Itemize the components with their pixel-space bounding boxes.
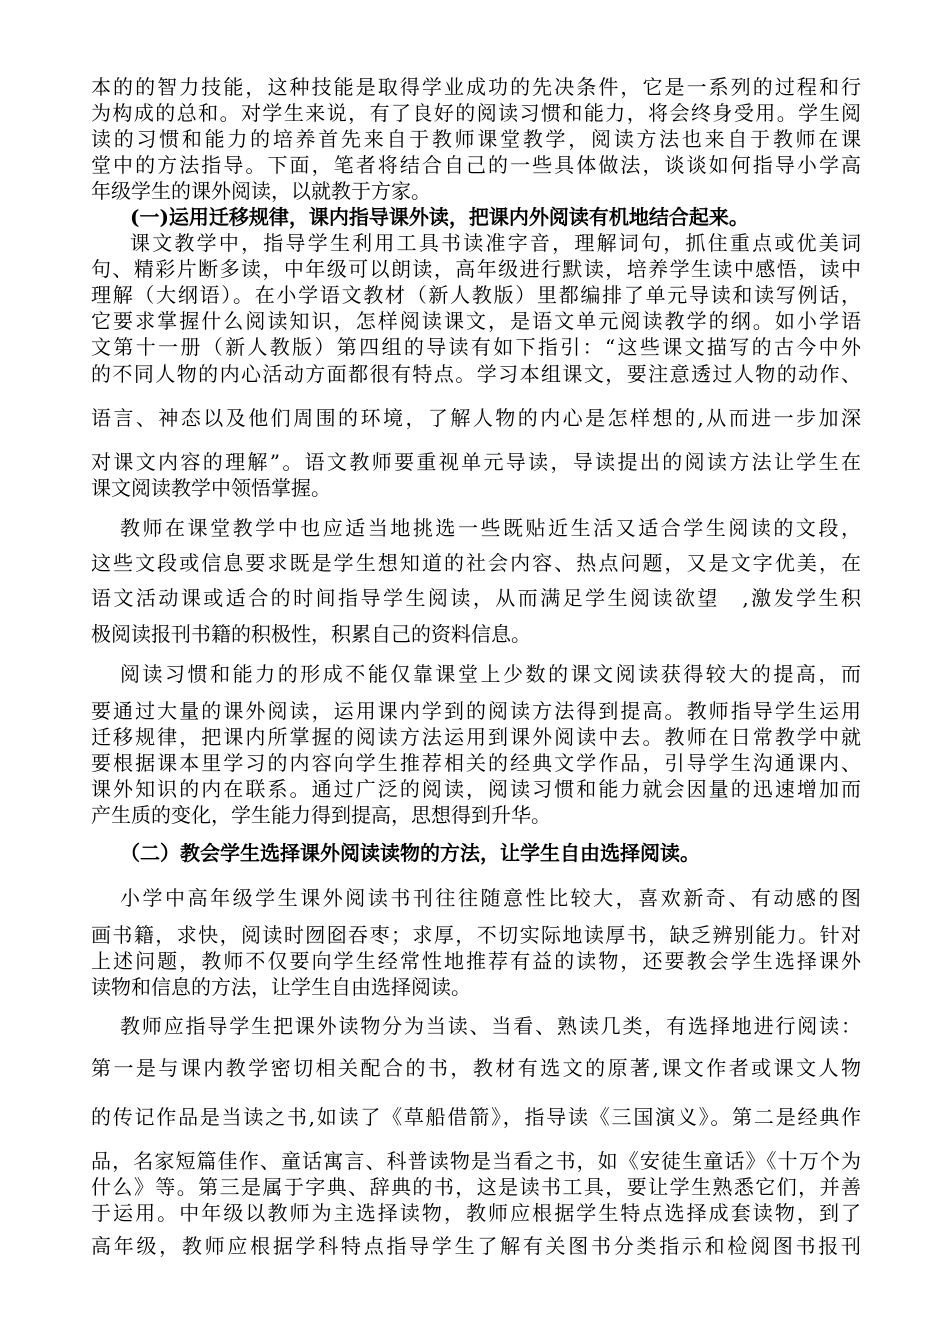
section-heading-2: （二）教会学生选择课外阅读读物的方法，让学生自由选择阅读。 [120,841,700,865]
text-line: 极阅读报刊书籍的积极性，积累自己的资料信息。 [91,622,531,646]
text-line: 第一是与课内教学密切相关配合的书，教材有选文的原著,课文作者或课文人物 [91,1056,861,1080]
text-line: 课文阅读教学中领悟掌握。 [91,476,331,500]
text-line: 什么》等。第三是属于字典、辞典的书，这是读书工具，要让学生熟悉它们，并善 [91,1175,861,1199]
text-line: 画书籍，求快，阅读时囫囵吞枣；求厚，不切实际地读厚书，缺乏辨别能力。针对 [91,923,861,947]
text-line: 的不同人物的内心活动方面都很有特点。学习本组课文，要注意透过人物的动作、 [91,362,861,386]
text-line: 对课文内容的理解”。语文教师要重视单元导读，导读提出的阅读方法让学生在 [91,450,861,474]
text-line: 语文活动课或适合的时间指导学生阅读，从而满足学生阅读欲望 ,激发学生积 [91,586,861,610]
text-line: 高年级，教师应根据学科特点指导学生了解有关图书分类指示和检阅图书报刊 [91,1234,861,1258]
text-line: 本的的智力技能，这种技能是取得学业成功的先决条件，它是一系列的过程和行 [91,75,861,99]
section-heading-1: (一)运用迁移规律，课内指导课外读，把课内外阅读有机地结合起来。 [130,205,749,229]
text-line: 产生质的变化，学生能力得到提高，思想得到升华。 [91,803,551,827]
text-line: 迁移规律，把课内所掌握的阅读方法运用到课外阅读中去。教师在日常教学中就 [91,725,861,749]
text-line: 它要求掌握什么阅读知识，怎样阅读课文，是语文单元阅读教学的纲。如小学语 [91,309,861,333]
text-line: 年级学生的课外阅读，以就教于方家。 [91,179,431,203]
text-line: 小学中高年级学生课外阅读书刊往往随意性比较大，喜欢新奇、有动感的图 [120,886,861,910]
text-line: 堂中的方法指导。下面，笔者将结合自己的一些具体做法，谈谈如何指导小学高 [91,153,861,177]
text-line: 句、精彩片断多读，中年级可以朗读，高年级进行默读，培养学生读中感悟，读中 [91,257,861,281]
text-line: 为构成的总和。对学生来说，有了良好的阅读习惯和能力，将会终身受用。学生阅 [91,101,861,125]
text-line: 上述问题，教师不仅要向学生经常性地推荐有益的读物，还要教会学生选择课外 [91,949,861,973]
text-line: 品，名家短篇佳作、童话寓言、科普读物是当看之书，如《安徒生童话》《十万个为 [91,1149,861,1173]
text-line: 的传记作品是当读之书,如读了《草船借箭》，指导读《三国演义》。第二是经典作 [91,1105,861,1129]
text-line: 语言、神态以及他们周围的环境，了解人物的内心是怎样想的,从而进一步加深 [91,406,861,430]
text-line: 于运用。中年级以教师为主选择读物，教师应根据学生特点选择成套读物，到了 [91,1201,861,1225]
text-line: 读物和信息的方法，让学生自由选择阅读。 [91,975,471,999]
text-line: 教师应指导学生把课外读物分为当读、当看、熟读几类，有选择地进行阅读： [120,1014,861,1038]
text-line: 读的习惯和能力的培养首先来自于教师课堂教学，阅读方法也来自于教师在课 [91,127,861,151]
text-line: 理解（大纲语）。在小学语文教材（新人教版）里都编排了单元导读和读写例话， [91,283,861,307]
text-line: 要通过大量的课外阅读，运用课内学到的阅读方法得到提高。教师指导学生运用 [91,699,861,723]
text-line: 要根据课本里学习的内容向学生推荐相关的经典文学作品，引导学生沟通课内、 [91,751,861,775]
text-line: 这些文段或信息要求既是学生想知道的社会内容、热点问题，又是文字优美，在 [91,551,861,575]
text-line: 课文教学中，指导学生利用工具书读准字音，理解词句，抓住重点或优美词 [130,231,861,255]
text-line: 文第十一册（新人教版）第四组的导读有如下指引：“这些课文描写的古今中外 [91,335,861,359]
text-line: 教师在课堂教学中也应适当地挑选一些既贴近生活又适合学生阅读的文段， [120,516,861,540]
text-line: 阅读习惯和能力的形成不能仅靠课堂上少数的课文阅读获得较大的提高，而 [120,662,861,686]
text-line: 课外知识的内在联系。通过广泛的阅读，阅读习惯和能力就会因量的迅速增加而 [91,777,861,801]
